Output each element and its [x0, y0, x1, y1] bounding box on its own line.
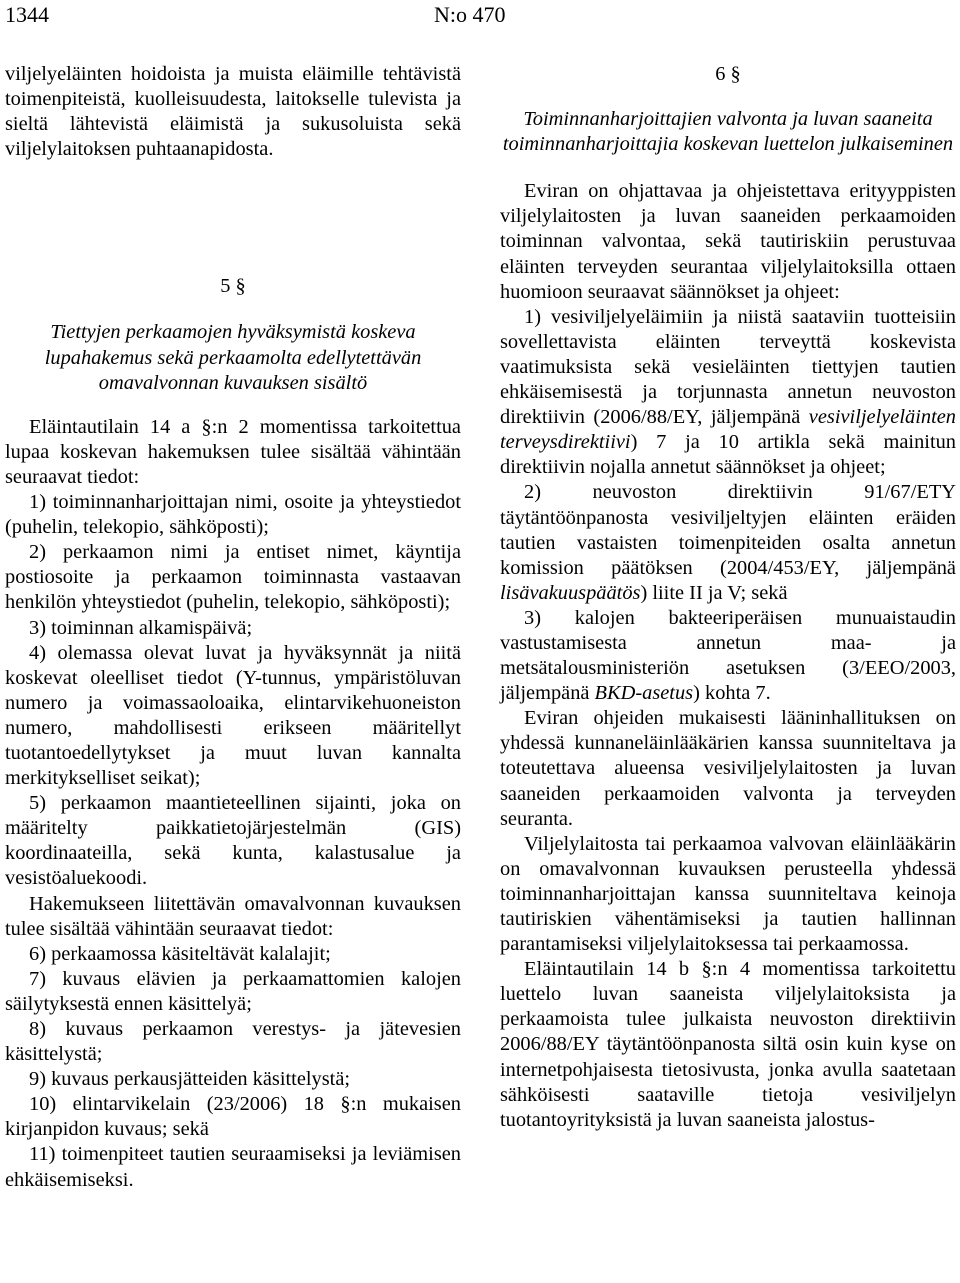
section-5-paragraph-2: Hakemukseen liitettävän omavalvonnan kuvauksen tulee sisältää vähintään seuraavat tiedot:	[5, 892, 461, 940]
section-6-paragraph-1: Eviran on ohjattavaa ja ohjeistettava erityyppisten viljelylaitosten ja luvan saaneiden perkaamoiden toiminnan valvontaa, sekä tautiriskiin perustuvaa eläinten terveyden seurantaa viljelylaitoksilla ottaen huomioon seuraavat säännökset ja ohjeet:	[500, 180, 956, 303]
term-decision: lisävakuuspäätös	[500, 581, 641, 604]
paragraph-continuation: viljelyeläinten hoidoista ja muista eläimille tehtävistä toimenpiteistä, kuolleisuudesta, laitokselle tulevista ja sieltä lähtevistä eläimistä ja sukusoluista sekä viljelylaitoksen puhtaanapidosta.	[5, 63, 461, 161]
section-5-title: Tiettyjen perkaamojen hyväksymistä koskeva lupahakemus sekä perkaamolta edellytettävän omavalvonnan kuvauksen sisältö	[44, 321, 422, 394]
right-column	[500, 62, 956, 1133]
section-5-number: 5 §	[220, 275, 246, 298]
regulation-item-3: 3) kalojen bakteeriperäisen munuaistaudin vastustamisesta annetun maa- ja metsätalousministeriön asetuksen (3/EEO/2003, jäljempänä BKD-asetus) kohta 7.	[500, 606, 956, 705]
regulation-item-2: 2) neuvoston direktiivin 91/67/ETY täytäntöönpanosta vesiviljeltyjen eläinten eräiden tautien vastaisten toimenpiteiden osalta annetun komission päätöksen (2004/453/EY, jäljempänä lisävakuuspäätös) liite II ja V; sekä	[500, 481, 956, 604]
section-6-number: 6 §	[715, 63, 741, 85]
list-item-11: 11) toimenpiteet tautien seuraamiseksi ja leviämisen ehkäisemiseksi.	[5, 1143, 461, 1191]
section-6-title: Toiminnanharjoittajien valvonta ja luvan saaneita toiminnanharjoittajia koskevan luettelon julkaiseminen	[502, 108, 954, 156]
term-bkd-regulation: BKD-asetus	[594, 682, 694, 705]
page-number: 1344	[5, 2, 49, 27]
section-5-paragraph-1: Eläintautilain 14 a §:n 2 momentissa tarkoitettua lupaa koskevan hakemuksen tulee sisältää vähintään seuraavat tiedot:	[5, 415, 461, 488]
list-item-10: 10) elintarvikelain (23/2006) 18 §:n mukaisen kirjanpidon kuvaus; sekä	[5, 1093, 461, 1141]
section-6-paragraph-3: Viljelylaitosta tai perkaamoa valvovan eläinlääkärin on omavalvonnan kuvauksen perusteella yhdessä toiminnanharjoittajan kanssa suunniteltava keinoja tautiriskien vähentämiseksi ja tautien hallinnan parantamiseksi viljelylaitoksessa tai perkaamossa.	[500, 832, 956, 956]
list-item-2: 2) perkaamon nimi ja entiset nimet, käyntija postiosoite ja perkaamon toiminnasta vastaavan henkilön yhteystiedot (puhelin, telekopio, sähköposti);	[5, 541, 461, 614]
list-item-6: 6) perkaamossa käsiteltävät kalalajit;	[29, 942, 331, 965]
list-item-7: 7) kuvaus elävien ja perkaamattomien kalojen säilytyksestä ennen käsittelyä;	[5, 967, 461, 1015]
regulation-item-1: 1) vesiviljelyeläimiin ja niistä saataviin tuotteisiin sovellettavista eläinten terveyttä koskevista vaatimuksista sekä vesieläinten tiettyjen tautien ehkäisemisestä ja torjunnasta annetun neuvoston direktiivin (2006/88/EY, jäljempänä vesiviljelyeläinten terveysdirektiivi) 7 ja 10 artikla sekä mainitun direktiivin nojalla annetut säännökset ja ohjeet;	[500, 305, 956, 479]
left-column	[5, 62, 461, 1193]
list-item-5: 5) perkaamon maantieteellinen sijainti, joka on määritelty paikkatietojärjestelmän (GIS) koordinaateilla, sekä kunta, kalastusalue ja vesistöaluekoodi.	[5, 792, 461, 890]
section-6-paragraph-4: Eläintautilain 14 b §:n 4 momentissa tarkoitettu luettelo luvan saaneista viljelylaitoksista ja perkaamoista tulee julkaista neuvoston direktiivin 2006/88/EY täytäntöönpanosta siltä osin kuin kyse on internetpohjaisesta tietosivusta, jonka avulla saatetaan sähköisesti saataville tietoja vesiviljelyn tuotantoyrityksistä ja luvan saaneista jalostus-	[500, 958, 956, 1131]
list-item-8: 8) kuvaus perkaamon verestys- ja jätevesien käsittelystä;	[5, 1018, 461, 1066]
section-6-paragraph-2: Eviran ohjeiden mukaisesti lääninhallituksen on yhdessä kunnaneläinlääkärien kanssa suunniteltava ja toteutettava alueensa vesiviljelylaitosten ja luvan saaneiden perkaamoiden valvonta ja terveyden seuranta.	[500, 707, 956, 830]
list-item-9: 9) kuvaus perkausjätteiden käsittelystä;	[29, 1068, 351, 1091]
list-item-3: 3) toiminnan alkamispäivä;	[29, 616, 253, 639]
list-item-4: 4) olemassa olevat luvat ja hyväksynnät ja niitä koskevat oleelliset tiedot (Y-tunnus, ympäristöluvan numero ja voimassaoloaika, elintarvikehuoneiston numero, mahdollisesti erikseen määritellyt tuotantoedellytykset ja muut luvan kannalta merkitykselliset seikat);	[5, 641, 461, 790]
term-directive: vesiviljelyeläinten terveysdirektiivi	[500, 406, 956, 454]
issue-number: N:o 470	[434, 2, 506, 27]
list-item-1: 1) toiminnanharjoittajan nimi, osoite ja yhteystiedot (puhelin, telekopio, sähköposti);	[5, 491, 461, 539]
